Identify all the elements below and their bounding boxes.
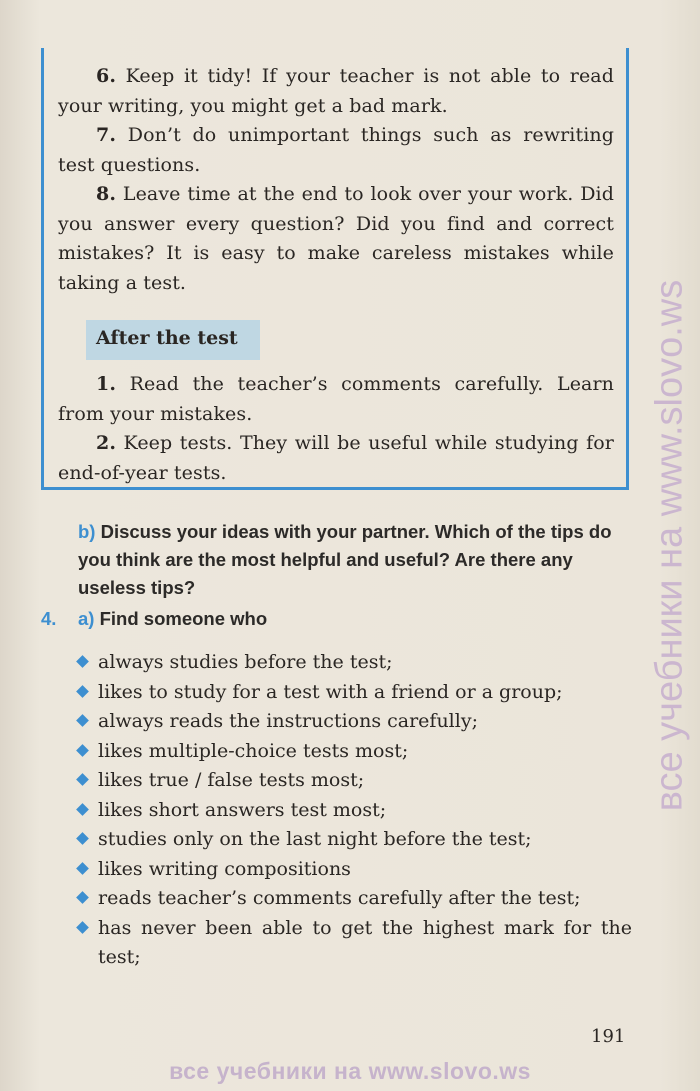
- tips-after-group: [58, 370, 614, 488]
- list-item: has never been able to get the highest mark for the test;: [78, 914, 632, 973]
- tip-6: 6. Keep it tidy! If your teacher is not able to read your writing, you might get a bad mark.: [58, 65, 614, 117]
- tip-8: 8. Leave time at the end to look over your work. Did you answer every question? Did you find and correct mistakes? It is easy to make careless mistakes while taking a test.: [58, 183, 614, 294]
- side-watermark-text: все учебники на www.slovo.ws: [648, 279, 691, 811]
- tip-after-1: 1. Read the teacher’s comments carefully. Learn from your mistakes.: [58, 373, 614, 425]
- list-item: likes short answers test most;: [78, 796, 632, 826]
- find-someone-list: [78, 648, 632, 973]
- list-item: always studies before the test;: [78, 648, 632, 678]
- diamond-bullet-icon: [76, 655, 89, 668]
- diamond-bullet-icon: [76, 891, 89, 904]
- footer-watermark: все учебники на www.slovo.ws: [169, 1058, 531, 1084]
- list-item: likes multiple-choice tests most;: [78, 737, 632, 767]
- task-4-title: [78, 608, 267, 630]
- diamond-bullet-icon: [76, 832, 89, 845]
- diamond-bullet-icon: [76, 714, 89, 727]
- list-item: studies only on the last night before the test;: [78, 825, 632, 855]
- list-item: likes true / false tests most;: [78, 766, 632, 796]
- diamond-bullet-icon: [76, 921, 89, 934]
- tip-7: 7. Don’t do unimportant things such as rewriting test questions.: [58, 124, 614, 176]
- page-number: 191: [591, 1026, 626, 1047]
- diamond-bullet-icon: [76, 862, 89, 875]
- section-heading: After the test: [96, 327, 238, 349]
- task-b-text: Discuss your ideas with your partner. Which of the tips do you think are the most helpful and useful? Are there any useless tips?: [78, 521, 612, 598]
- side-watermark: [640, 150, 700, 940]
- task-b-instruction: [78, 518, 638, 602]
- list-item: likes to study for a test with a friend or a group;: [78, 678, 632, 708]
- diamond-bullet-icon: [76, 685, 89, 698]
- tips-before-group: [58, 62, 614, 298]
- list-item: reads teacher’s comments carefully after the test;: [78, 884, 632, 914]
- list-item: likes writing compositions: [78, 855, 632, 885]
- task-b-letter: b): [78, 521, 96, 542]
- diamond-bullet-icon: [76, 744, 89, 757]
- task-number: 4.: [41, 608, 57, 629]
- task-4-text: Find someone who: [94, 608, 268, 629]
- task-4-letter: a): [78, 608, 95, 629]
- tip-after-2: 2. Keep tests. They will be useful while studying for end-of-year tests.: [58, 432, 614, 484]
- diamond-bullet-icon: [76, 803, 89, 816]
- diamond-bullet-icon: [76, 773, 89, 786]
- list-item: always reads the instructions carefully;: [78, 707, 632, 737]
